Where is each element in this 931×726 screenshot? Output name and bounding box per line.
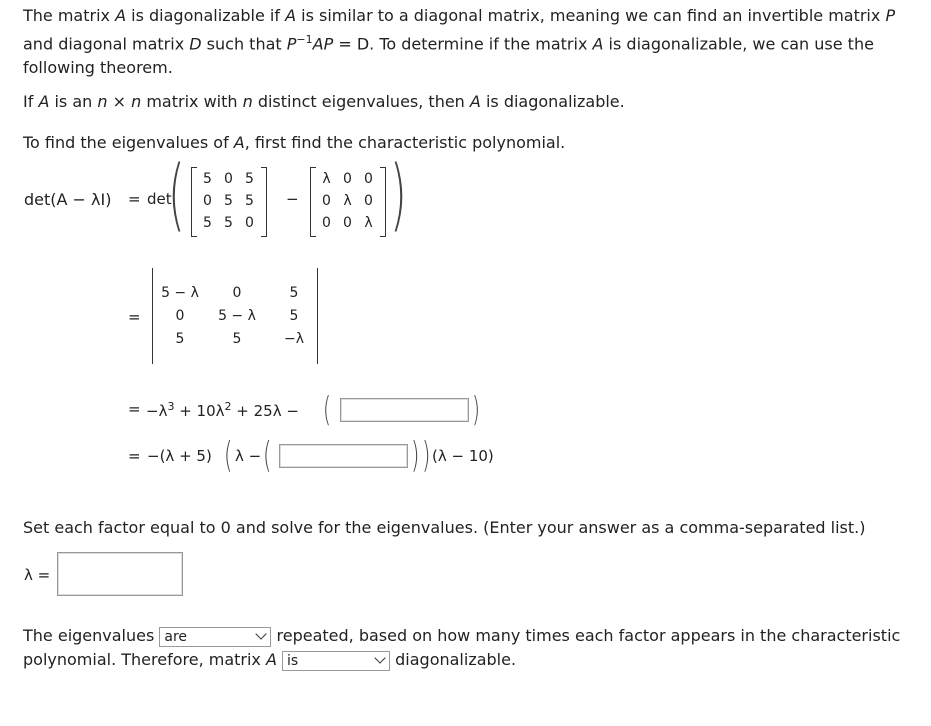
det-matrix-cells xyxy=(156,282,318,351)
matrix-row xyxy=(316,212,379,234)
solve-instructions: Set each factor equal to 0 and solve for the eigenvalues. (Enter your answer as a comma-separated list.) xyxy=(23,518,866,537)
left-paren: ( xyxy=(323,390,331,430)
lambda-label: λ = xyxy=(24,566,51,584)
det-lhs: det(A − λI) xyxy=(24,190,112,209)
matrix-cell: 0 xyxy=(322,215,331,231)
matrix-cell: 5 − λ xyxy=(161,285,199,301)
matrix-cell: 0 xyxy=(343,171,352,187)
matrix-cell: 0 xyxy=(343,215,352,231)
matrix-cell: 0 xyxy=(175,308,185,324)
matrix-cell: −λ xyxy=(283,331,304,347)
equals-sign: = xyxy=(128,447,141,465)
equals-sign: = xyxy=(128,400,141,418)
right-paren: ) xyxy=(472,390,480,430)
matrix-cell: 0 xyxy=(245,215,254,231)
diagonalizable-select[interactable]: is xyxy=(282,651,390,671)
matrix-cell: 5 xyxy=(175,331,185,347)
char-poly-intro: To find the eigenvalues of A, first find the characteristic polynomial. xyxy=(23,133,566,152)
polynomial-expansion: $-\lambda^3 + 10\lambda^2 + 25\lambda$ − xyxy=(146,400,299,420)
matrix-cell: 5 xyxy=(224,215,233,231)
right-paren: ) xyxy=(422,435,431,476)
factor-1: −(λ + 5) xyxy=(147,447,212,465)
matrix-cell: 5 xyxy=(289,308,299,324)
chevron-down-icon xyxy=(256,628,267,639)
matrix-row xyxy=(156,282,318,305)
matrix-cell: 5 xyxy=(203,215,212,231)
left-paren: ( xyxy=(263,435,272,476)
matrix-cell: 0 xyxy=(232,285,242,301)
minus-sign: − xyxy=(286,190,299,208)
matrix-cell: 0 xyxy=(322,193,331,209)
matrix-row xyxy=(197,190,260,212)
matrix-cell: 5 xyxy=(232,331,242,347)
matrix-cell: 0 xyxy=(203,193,212,209)
equals-sign: = xyxy=(128,308,141,326)
matrix-a-cells xyxy=(197,168,260,234)
factor-2-lambda: λ − xyxy=(235,447,262,465)
matrix-cell: 5 xyxy=(245,171,254,187)
matrix-cell: 0 xyxy=(364,171,373,187)
matrix-a xyxy=(191,167,267,237)
bracket-right xyxy=(380,167,386,237)
bracket-right xyxy=(261,167,267,237)
right-paren: ) xyxy=(411,435,420,476)
matrix-cell: λ xyxy=(322,171,331,187)
matrix-row xyxy=(197,212,260,234)
matrix-cell: 0 xyxy=(364,193,373,209)
matrix-cell: 5 xyxy=(289,285,299,301)
matrix-cell: 5 xyxy=(224,193,233,209)
matrix-cell: 0 xyxy=(224,171,233,187)
matrix-cell: 5 xyxy=(203,171,212,187)
matrix-row xyxy=(316,168,379,190)
matrix-cell: 5 xyxy=(245,193,254,209)
matrix-cell: 5 − λ xyxy=(218,308,256,324)
left-paren: ( xyxy=(224,435,233,476)
factor-3: (λ − 10) xyxy=(432,447,494,465)
chevron-down-icon xyxy=(374,652,385,663)
matrix-cell: λ xyxy=(343,193,352,209)
matrix-lambda-cells xyxy=(316,168,379,234)
det-bar-left xyxy=(152,268,153,364)
det-label: det xyxy=(147,190,172,208)
intro-paragraph: The matrix A is diagonalizable if A is similar to a diagonal matrix, meaning we can find an invertible matrix P and diagonal matrix D such that $P^{-1}AP = D$. To determine if the matrix A is diagonalizable, we can use the following theorem. xyxy=(23,6,896,78)
poly-answer-input[interactable] xyxy=(340,398,469,422)
final-paragraph: The eigenvalues are repeated, based on how many times each factor appears in the characteristic polynomial. Therefore, matrix A is diagonalizable. xyxy=(23,626,901,669)
right-big-paren: ) xyxy=(390,150,407,240)
matrix-row xyxy=(156,328,318,351)
repeated-select[interactable]: are xyxy=(159,627,271,647)
theorem-text: If A is an n × n matrix with n distinct eigenvalues, then A is diagonalizable. xyxy=(23,92,625,111)
left-big-paren: ( xyxy=(168,150,185,240)
equals-sign: = xyxy=(128,190,141,208)
det-matrix xyxy=(152,268,318,366)
factor-answer-input[interactable] xyxy=(279,444,408,468)
matrix-row xyxy=(197,168,260,190)
matrix-row xyxy=(316,190,379,212)
matrix-lambda-i xyxy=(310,167,386,237)
eigenvalues-input[interactable] xyxy=(57,552,183,596)
matrix-row xyxy=(156,305,318,328)
matrix-cell: λ xyxy=(364,215,373,231)
